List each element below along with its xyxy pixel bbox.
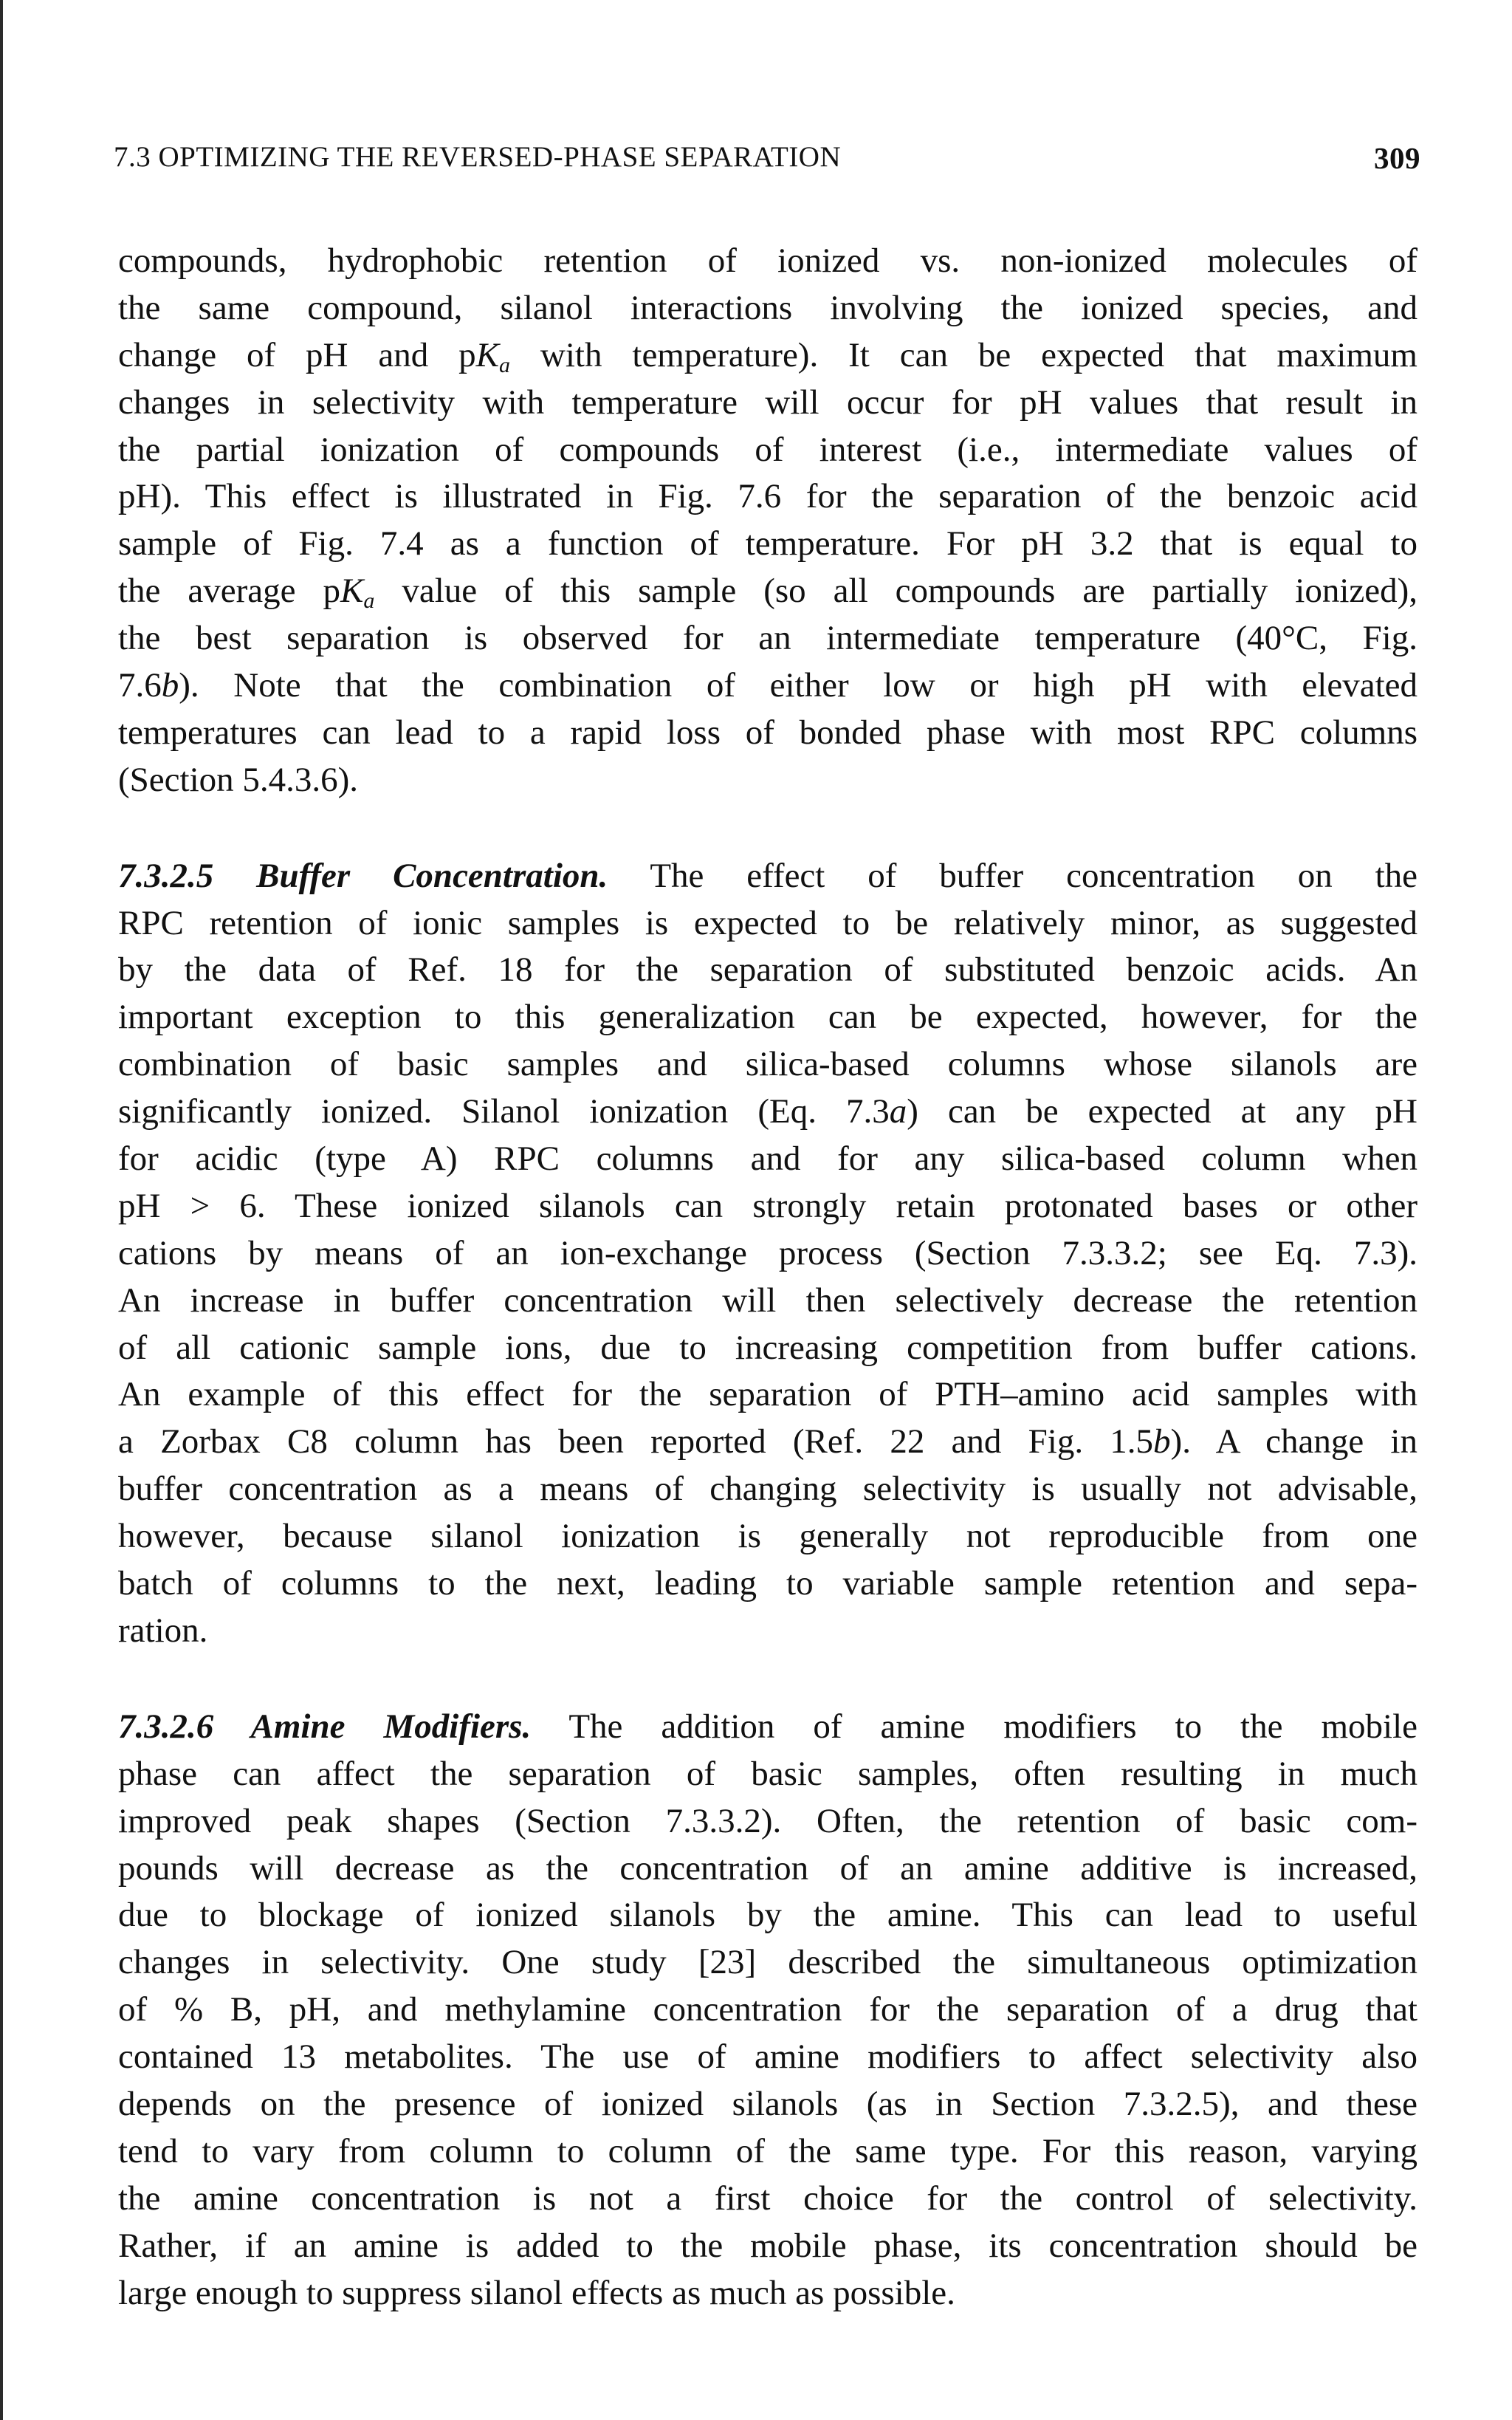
italic-text: b bbox=[1153, 1422, 1171, 1461]
italic-text: b bbox=[161, 666, 179, 705]
text-line: An example of this effect for the separation of PTH–amino acid samples with bbox=[118, 1375, 1418, 1414]
running-header bbox=[114, 140, 1420, 185]
text-line: combination of basic samples and silica-based columns whose silanols are bbox=[118, 1045, 1418, 1084]
text-line: tend to vary from column to column of the same type. For this reason, varying bbox=[118, 2131, 1418, 2170]
text-line: changes in selectivity with temperature will occur for pH values that result in bbox=[118, 383, 1418, 422]
text-line: due to blockage of ionized silanols by the amine. This can lead to useful bbox=[118, 1896, 1418, 1935]
text-line bbox=[118, 568, 1418, 615]
text-line: phase can affect the separation of basic samples, often resulting in much bbox=[118, 1754, 1418, 1793]
text-line: of % B, pH, and methylamine concentration for the separation of a drug that bbox=[118, 1990, 1418, 2029]
section-buffer-concentration bbox=[118, 853, 1418, 1655]
text-line: compounds, hydrophobic retention of ionized vs. non-ionized molecules of bbox=[118, 241, 1418, 280]
italic-symbol: K bbox=[340, 572, 364, 611]
text-line: cations by means of an ion-exchange process (Section 7.3.3.2; see Eq. 7.3). bbox=[118, 1233, 1418, 1272]
text-line: pounds will decrease as the concentration of an amine additive is increased, bbox=[118, 1848, 1418, 1888]
italic-text: a bbox=[889, 1092, 907, 1131]
section-heading: 7.3.2.5 Buffer Concentration. bbox=[118, 856, 608, 895]
text-line: the same compound, silanol interactions involving the ionized species, and bbox=[118, 288, 1418, 327]
page-number: 309 bbox=[1374, 141, 1420, 175]
text-line: An increase in buffer concentration will then selectively decrease the retention bbox=[118, 1281, 1418, 1320]
paragraph-gap bbox=[118, 1655, 1418, 1704]
text-line: buffer concentration as a means of changing selectivity is usually not advisable, bbox=[118, 1470, 1418, 1509]
text-run: 7.6 bbox=[118, 666, 162, 705]
text-line: pH). This effect is illustrated in Fig. 7.6 for the separation of the benzoic acid bbox=[118, 477, 1418, 516]
text-line: by the data of Ref. 18 for the separation of substituted benzoic acids. An bbox=[118, 950, 1418, 990]
text-line bbox=[118, 853, 1418, 900]
text-line: however, because silanol ionization is generally not reproducible from one bbox=[118, 1517, 1418, 1556]
text-run: the average p bbox=[118, 572, 340, 611]
text-run: a Zorbax C8 column has been reported (Ref. 22 and Fig. 1.5 bbox=[118, 1422, 1154, 1461]
text-line: sample of Fig. 7.4 as a function of temperature. For pH 3.2 that is equal to bbox=[118, 524, 1418, 563]
text-line: batch of columns to the next, leading to variable sample retention and sepa- bbox=[118, 1564, 1418, 1603]
paragraph-temperature bbox=[118, 238, 1418, 804]
text-line bbox=[118, 1089, 1418, 1136]
text-line: temperatures can lead to a rapid loss of bonded phase with most RPC columns bbox=[118, 713, 1418, 752]
text-line: the amine concentration is not a first choice for the control of selectivity. bbox=[118, 2179, 1418, 2218]
section-amine-modifiers bbox=[118, 1704, 1418, 2317]
text-run: significantly ionized. Silanol ionization (Eq. 7.3 bbox=[118, 1092, 890, 1131]
text-line: contained 13 metabolites. The use of amine modifiers to affect selectivity also bbox=[118, 2037, 1418, 2077]
text-run: The addition of amine modifiers to the mobile bbox=[531, 1707, 1418, 1746]
running-title: 7.3 OPTIMIZING THE REVERSED-PHASE SEPARATION bbox=[114, 141, 842, 173]
text-line: important exception to this generalization can be expected, however, for the bbox=[118, 998, 1418, 1037]
subscript-symbol: a bbox=[363, 589, 375, 614]
text-run: value of this sample (so all compounds are partially ionized), bbox=[374, 572, 1418, 611]
text-line: (Section 5.4.3.6). bbox=[118, 760, 359, 799]
text-line bbox=[118, 662, 1418, 710]
text-run: ). Note that the combination of either low or high pH with elevated bbox=[179, 666, 1418, 705]
text-line: pH > 6. These ionized silanols can strongly retain protonated bases or other bbox=[118, 1186, 1418, 1225]
text-line: the best separation is observed for an intermediate temperature (40°C, Fig. bbox=[118, 619, 1418, 658]
text-line: improved peak shapes (Section 7.3.3.2). Often, the retention of basic com- bbox=[118, 1801, 1418, 1840]
text-run: change of pH and p bbox=[118, 335, 476, 374]
text-run: ) can be expected at any pH bbox=[907, 1092, 1418, 1131]
italic-symbol: K bbox=[475, 335, 500, 374]
text-line bbox=[118, 1704, 1418, 1751]
text-run: The effect of buffer concentration on the bbox=[608, 856, 1418, 895]
text-line: RPC retention of ionic samples is expected to be relatively minor, as suggested bbox=[118, 903, 1418, 942]
section-heading: 7.3.2.6 Amine Modifiers. bbox=[118, 1707, 532, 1746]
text-line: ration. bbox=[118, 1611, 208, 1650]
text-line bbox=[118, 1419, 1418, 1466]
text-line: of all cationic sample ions, due to increasing competition from buffer cations. bbox=[118, 1328, 1418, 1367]
text-line: the partial ionization of compounds of interest (i.e., intermediate values of bbox=[118, 430, 1418, 469]
text-run: ). A change in bbox=[1170, 1422, 1418, 1461]
text-line: for acidic (type A) RPC columns and for any silica-based column when bbox=[118, 1139, 1418, 1179]
subscript-symbol: a bbox=[499, 352, 511, 377]
text-line: depends on the presence of ionized silanols (as in Section 7.3.2.5), and these bbox=[118, 2084, 1418, 2123]
text-line: large enough to suppress silanol effects as much as possible. bbox=[118, 2273, 955, 2312]
text-line: changes in selectivity. One study [23] described the simultaneous optimization bbox=[118, 1943, 1418, 1982]
text-line: Rather, if an amine is added to the mobile phase, its concentration should be bbox=[118, 2226, 1418, 2265]
body-text bbox=[118, 238, 1418, 2317]
page-edge-line bbox=[0, 0, 3, 2420]
text-run: with temperature). It can be expected that maximum bbox=[510, 335, 1418, 374]
paragraph-gap bbox=[118, 804, 1418, 853]
text-line bbox=[118, 332, 1418, 380]
